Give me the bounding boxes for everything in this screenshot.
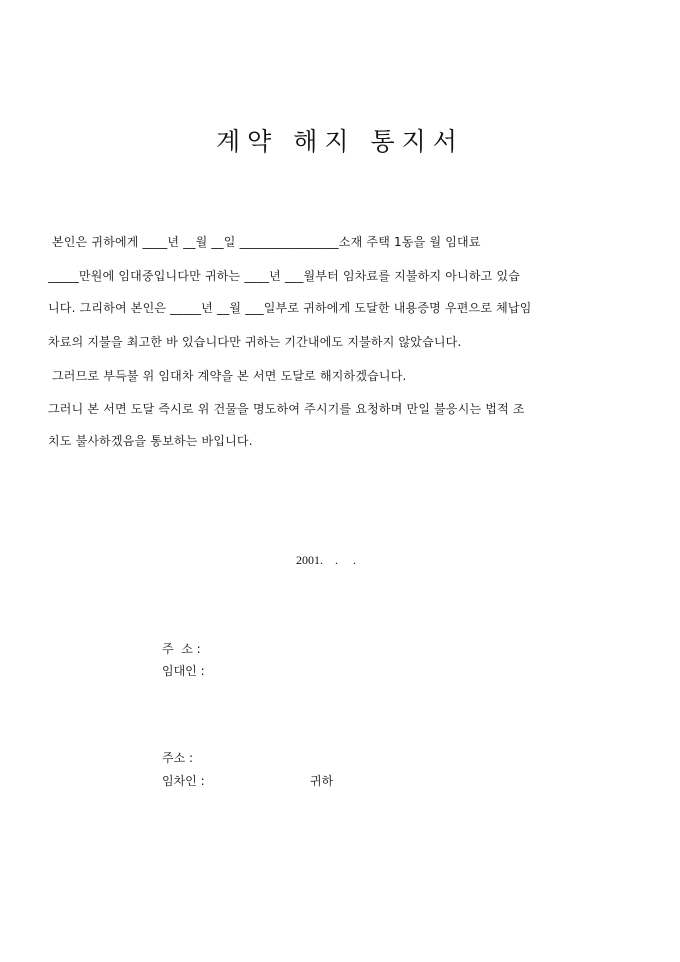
- tenant-honorific: 귀하: [310, 774, 334, 788]
- body-line-5: 그러므로 부득불 위 임대차 계약을 본 서면 도달로 해지하겠습니다.: [48, 369, 407, 383]
- landlord-address-label: 주 소 :: [162, 642, 201, 656]
- document-title: 계약 해지 통지서: [216, 127, 464, 156]
- body-line-4: 차료의 지불을 최고한 바 있습니다만 귀하는 기간내에도 지불하지 않았습니다.: [48, 335, 462, 349]
- body-line-2: _____만원에 임대중입니다만 귀하는 ____년 ___월부터 임차료를 지불하지 아니하고 있습: [48, 269, 521, 283]
- body-line-7: 치도 불사하겠음을 통보하는 바입니다.: [48, 434, 253, 448]
- body-line-1: 본인은 귀하에게 ____년 __월 __일 ________________소재 주택 1동을 월 임대료: [48, 235, 481, 249]
- tenant-address-label: 주소 :: [162, 751, 194, 765]
- body-line-6: 그러니 본 서면 도달 즉시로 위 건물을 명도하여 주시기를 요청하며 만일 불응시는 법적 조: [48, 402, 525, 416]
- tenant-name-label: 임차인 :: [162, 774, 205, 788]
- landlord-name-label: 임대인 :: [162, 664, 205, 678]
- body-line-3: 니다. 그리하여 본인은 _____년 __월 ___일부로 귀하에게 도달한 내용증명 우편으로 체납임: [48, 301, 532, 315]
- document-date: 2001. . .: [296, 553, 356, 567]
